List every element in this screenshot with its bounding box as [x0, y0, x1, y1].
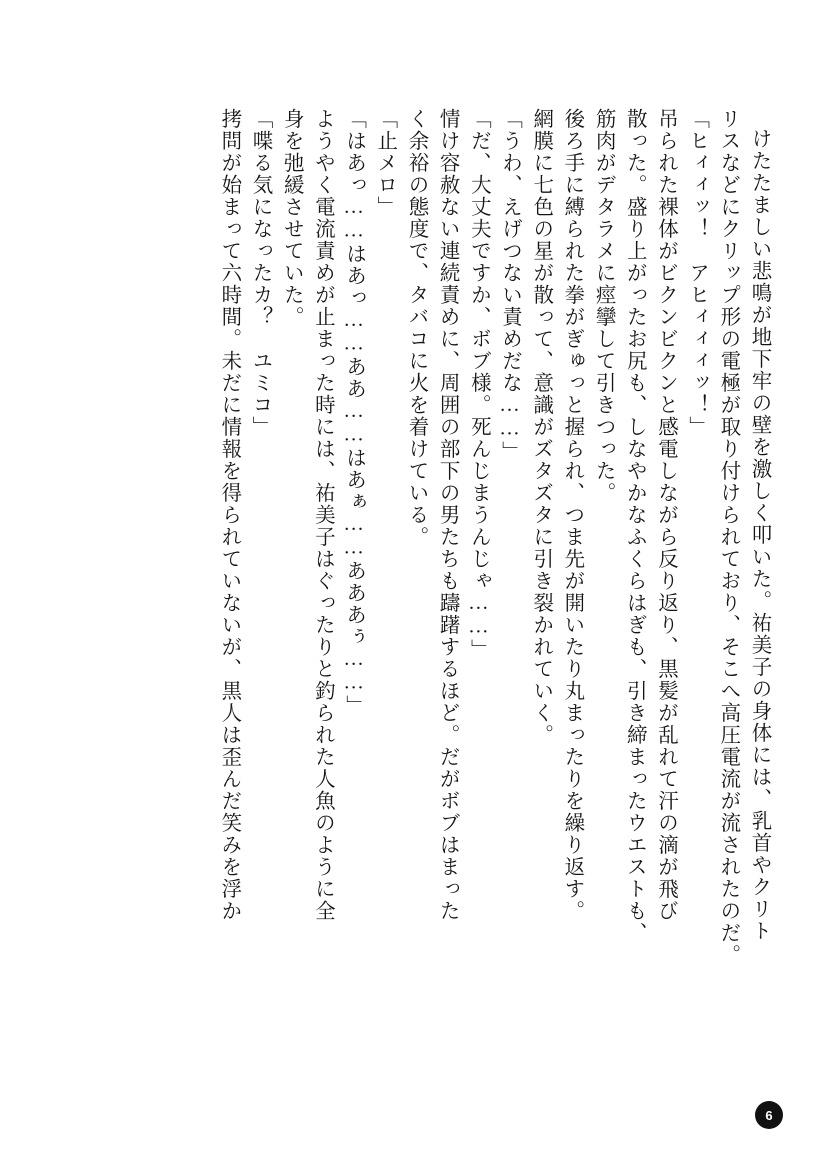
vertical-text-body	[86, 108, 769, 1069]
text-line: 拷問が始まって六時間。未だに情報を得られていないが、黒人は歪んだ笑みを浮か	[217, 108, 240, 922]
text-line: 「喋る気になったカ？ ユミコ」	[249, 108, 271, 438]
text-line: 身を弛緩させていた。	[280, 108, 303, 328]
text-line: 「だ、大丈夫ですか、ボブ様。死んじまうんじゃ……」	[467, 108, 490, 661]
text-line: リスなどにクリップ形の電極が取り付けられており、そこへ高圧電流が流されたのだ。	[716, 108, 739, 966]
text-line: 散った。盛り上がったお尻も、しなやかなふくらはぎも、引き締まったウエストも、	[623, 108, 646, 944]
text-line: 「ヒィィッ！ アヒィィィッ！」	[685, 108, 708, 438]
text-line: 「はあっ……はあっ……ああ……はあぁ……あああぅ……」	[342, 108, 365, 717]
text-line: 後ろ手に縛られた拳がぎゅっと握られ、つま先が開いたり丸まったりを繰り返す。	[560, 108, 583, 922]
text-line: 網膜に七色の星が散って、意識がズタズタに引き裂かれていく。	[529, 108, 552, 746]
text-line: 「止メロ」	[373, 108, 396, 218]
text-line: けたたましい悲鳴が地下牢の壁を激しく叩いた。祐美子の身体には、乳首やクリト	[748, 128, 770, 942]
text-line: 筋肉がデタラメに痙攣して引きつった。	[592, 108, 615, 504]
text-line: ようやく電流責めが止まった時には、祐美子はぐったりと釣られた人魚のように全	[311, 108, 334, 922]
text-line: く余裕の態度で、タバコに火を着けている。	[404, 108, 427, 548]
text-line: 「うわ、えげつない責めだな……」	[498, 108, 521, 463]
text-line: 吊られた裸体がビクンビクンと感電しながら反り返り、黒髪が乱れて汗の滴が飛び	[654, 108, 677, 922]
text-line: 情け容赦ない連続責めに、周囲の部下の男たちも躊躇するほど。だがボブはまった	[436, 108, 459, 922]
page-number-badge: 6	[755, 1101, 783, 1129]
